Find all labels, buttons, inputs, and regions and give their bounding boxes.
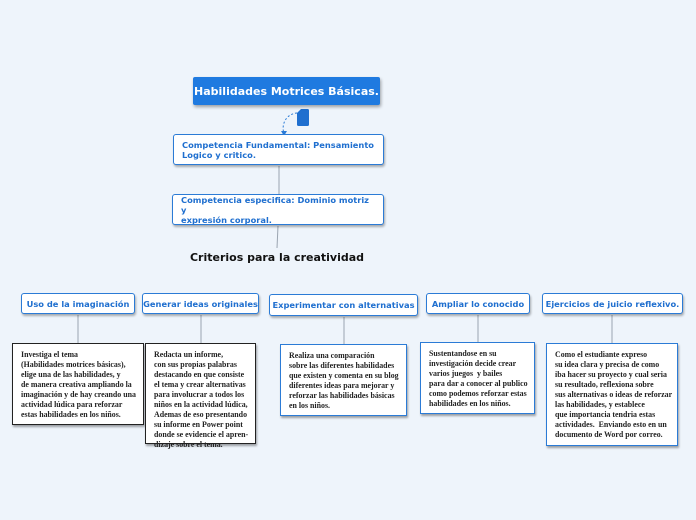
- criteria-heading: Criterios para la creatividad: [189, 251, 365, 264]
- competency-specific-line1: Competencia especifica: Dominio motriz y: [181, 194, 370, 215]
- category-label: Experimentar con alternativas: [272, 300, 415, 310]
- category-imagination[interactable]: [21, 293, 135, 314]
- competency-fundamental-line2: Logico y critico.: [182, 149, 257, 160]
- category-label: Ampliar lo conocido: [431, 298, 525, 309]
- competency-fundamental[interactable]: [173, 134, 384, 165]
- description-imagination[interactable]: Investiga el tema (Habilidades motrices básicas), elige una de las habilidades, y de manera creativa ampliando la imaginación y de hay creando una actividad lúdica para reforzar estas habilidades en los niños.: [12, 343, 144, 425]
- category-original-ideas[interactable]: [142, 293, 259, 314]
- description-experiment[interactable]: Realiza una comparación sobre las diferentes habilidades que existen y comenta en su blog diferentes ideas para mejorar y reforzar las habilidades básicas en los niños.: [280, 344, 407, 416]
- root-topic[interactable]: [193, 77, 380, 105]
- competency-fundamental-line1: Competencia Fundamental: Pensamiento: [182, 139, 374, 150]
- connector-heading: [277, 226, 278, 248]
- dashed-connector: [283, 113, 297, 134]
- category-label: Ejercicios de juicio reflexivo.: [545, 298, 680, 309]
- category-expand-known[interactable]: [426, 293, 530, 314]
- description-original-ideas[interactable]: Redacta un informe, con sus propias palabras destacando en que consiste el tema y crear alternativas para involucrar a todos los niños en la actividad lúdica, Ademas de eso presentando su informe en Power point donde se evidencie el apren- dizaje sobre el tema.: [145, 343, 256, 444]
- category-reflective-judgment[interactable]: [542, 293, 683, 314]
- category-experiment[interactable]: [269, 294, 418, 316]
- root-topic-label: Habilidades Motrices Básicas.: [194, 84, 379, 98]
- competency-specific-line2: expresión corporal.: [181, 214, 272, 225]
- description-expand-known[interactable]: Sustentandose en su investigación decide crear varios juegos y bailes para dar a conocer al publico como podemos reforzar estas habilidades en los niños.: [420, 342, 535, 414]
- description-reflective-judgment[interactable]: Como el estudiante expreso su idea clara y precisa de como iba hacer su proyecto y cual seria su resultado, reflexiona sobre sus alternativas o ideas de reforzar las habilidades, y establece que importancia tendria estas actividades. Enviando esto en un documento de Word por correo.: [546, 343, 678, 446]
- competency-specific[interactable]: [172, 194, 384, 225]
- category-label: Generar ideas originales: [143, 298, 258, 309]
- document-icon: [297, 109, 309, 126]
- category-label: Uso de la imaginación: [26, 298, 130, 309]
